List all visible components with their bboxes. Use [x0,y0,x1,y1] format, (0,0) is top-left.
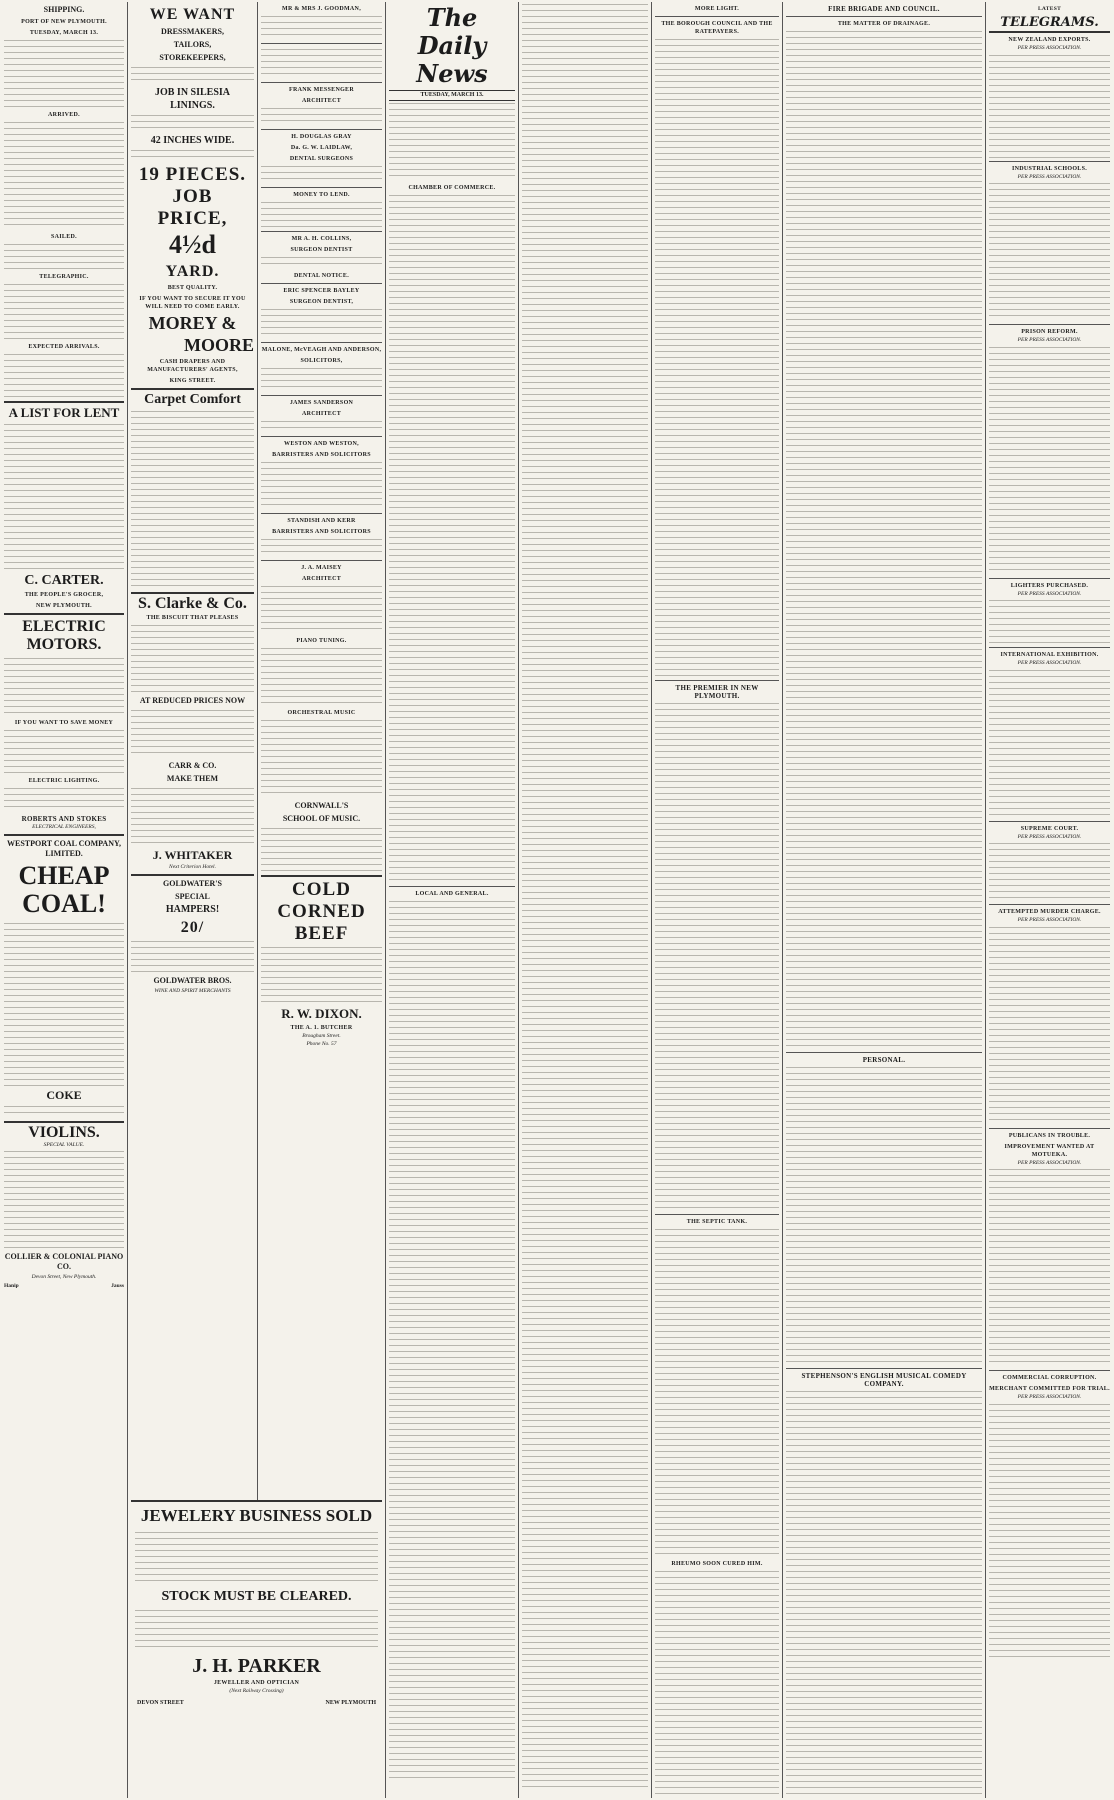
maisey: J. A. MAISEY [301,565,342,571]
westport-heading: WESTPORT COAL COMPANY, LIMITED. [6,838,122,858]
we-want: WE WANT [149,6,236,23]
money-to-lend: MONEY TO LEND. [293,192,350,198]
piano-text [261,646,382,706]
silesia-text [131,113,254,133]
maisey-text [261,584,382,634]
collins-text [261,255,382,269]
dressmakers: DRESSMAKERS, [161,27,224,36]
rheumo: RHEUMO SOON CURED HIM. [671,1561,763,1567]
arrived-text [4,120,124,230]
hampers: HAMPERS! [165,903,220,915]
storekeepers: STOREKEEPERS, [159,53,226,62]
murder-charge: ATTEMPTED MURDER CHARGE. [998,909,1101,915]
press-1: PER PRESS ASSOCIATION. [1017,45,1082,51]
press-6: PER PRESS ASSOCIATION. [1017,833,1082,840]
carpet-text [131,409,254,589]
expected-heading: EXPECTED ARRIVALS. [28,344,100,350]
column-7 [786,2,982,1798]
bayly-sub: SURGEON DENTIST, [289,299,354,305]
parker: J. H. PARKER [192,1655,321,1677]
stock-cleared: STOCK MUST BE CLEARED. [161,1589,352,1604]
whitaker-sub: Next Criterion Hotel. [169,864,216,870]
wine-spirit: WINE AND SPIRIT MERCHANTS [154,987,231,994]
lighters-text [989,598,1110,644]
press-3: PER PRESS ASSOCIATION. [1017,337,1082,343]
port-heading: PORT OF NEW PLYMOUTH. [21,19,107,25]
stock-text [135,1608,378,1652]
sanderson: JAMES SANDERSON [289,400,354,406]
cash-drapers: CASH DRAPERS AND MANUFACTURERS' AGENTS, [147,359,238,373]
messenger-architect: ARCHITECT [301,98,342,104]
piano-tuning: PIANO TUNING. [296,638,347,644]
septic-text [655,1227,779,1557]
cold: COLD [292,879,351,900]
messenger-text [261,106,382,126]
collins: MR A. H. COLLINS, [291,236,352,242]
yard: YARD. [165,263,220,280]
borough-council: THE BOROUGH COUNCIL AND THE RATEPAYERS. [661,21,773,35]
yard-price: 4½d [169,230,216,259]
goodman: MR & MRS J. GOODMAN, [282,6,361,12]
column-1 [4,2,124,1798]
laidlaw: Da. G. W. LAIDLAW, [290,145,353,151]
chamber-heading: CHAMBER OF COMMERCE. [408,184,496,191]
sailed-heading: SAILED. [51,234,77,240]
footer-names [4,1283,124,1290]
jewelery-heading: JEWELERY BUSINESS SOLD [140,1506,373,1525]
morey: MOREY & [148,313,237,333]
column-5 [522,2,648,1798]
parker-sub: JEWELLER AND OPTICIAN [213,1680,300,1686]
save-money-text [4,728,124,774]
pieces: 19 PIECES. [138,164,247,185]
devon-street: DEVON STREET [137,1700,184,1706]
carr-heading: CARR & CO. [168,761,217,770]
special: SPECIAL [175,891,210,901]
coal-text [4,921,124,1086]
moore: MOORE [184,335,254,355]
expected-text [4,352,124,398]
violins-sub: SPECIAL VALUE. [43,1141,85,1148]
publicans: PUBLICANS IN TROUBLE. [1008,1132,1091,1139]
reduced-text [131,708,254,758]
dixon-phone: Phone No. 57 [306,1040,337,1047]
school-of-music: SCHOOL OF MUSIC. [282,814,361,823]
weston-text [261,460,382,510]
bayly-text [261,307,382,339]
stephenson-text [786,1389,982,1798]
press-5: PER PRESS ASSOCIATION. [1017,660,1082,666]
silesia: JOB IN SILESIA [154,87,231,98]
kings-street: KING STREET. [169,378,216,384]
jewelery-text [135,1530,378,1586]
standish-barristers: BARRISTERS AND SOLICITORS [272,529,371,535]
carter-sub: THE PEOPLE'S GROCER, [24,592,104,598]
borough-text [655,37,779,677]
collier-sub: Devon Street, New Plymouth. [31,1274,97,1280]
coke-text [4,1104,124,1118]
arrived-heading: ARRIVED. [48,112,80,118]
latest: LATEST [1037,6,1062,12]
supreme-court: SUPREME COURT. [1020,825,1079,832]
biscuit-heading: THE BISCUIT THAT PLEASES [146,615,239,621]
footer-left: Hanip [4,1282,19,1289]
intl-exhibition: INTERNATIONAL EXHIBITION. [1000,652,1099,658]
dixon: R. W. DIXON. [281,1006,362,1021]
coke-heading: COKE [46,1087,82,1102]
column-rule [127,2,128,1798]
inches-text [131,148,254,162]
parker-sub2: (Next Railway Crossing) [229,1688,284,1694]
bayly: ERIC SPENCER BAYLEY [283,288,360,294]
surgeon-dentist: SURGEON DENTIST [290,247,353,253]
orchestral: ORCHESTRAL MUSIC [287,710,356,716]
dixon-addr: Brougham Street. [302,1033,341,1039]
carter-town: NEW PLYMOUTH. [36,603,92,609]
malone-text [261,366,382,392]
column-rule [651,2,652,1798]
column-rule [518,2,519,1798]
standish-text [261,537,382,557]
beef: BEEF [294,923,349,944]
job: JOB [172,186,213,207]
violins-text [4,1149,124,1249]
hamper-cost: 20/ [180,918,205,936]
violins-heading: VIOLINS. [28,1123,100,1141]
stephenson: STEPHENSON'S ENGLISH MUSICAL COMEDY COMPANY. [801,1372,967,1388]
shipping-heading: SHIPPING. [43,5,85,14]
sanderson-architect: ARCHITECT [301,411,342,417]
press-9: PER PRESS ASSOCIATION. [1017,1394,1082,1400]
personal-text [786,1065,982,1365]
publicans-text [989,1167,1110,1367]
orchestral-text [261,718,382,798]
local-heading: LOCAL AND GENERAL. [415,890,489,897]
dental-text [261,164,382,184]
premier-text [655,701,779,1211]
whitaker-name: J. WHITAKER [152,848,233,862]
dixon-sub: THE A. 1. BUTCHER [290,1025,353,1031]
footer-right: Jauss [111,1282,124,1289]
best-quality: BEST QUALITY. [167,285,218,291]
want-text [131,65,254,85]
linings: LININGS. [170,100,215,111]
sanderson-text [261,419,382,433]
parker-address [137,1700,376,1706]
telegrams: TELEGRAMS. [989,15,1110,33]
murder-text [989,925,1110,1125]
cheap-coal: CHEAP COAL! [18,860,110,918]
drainage-text [786,29,982,1049]
carr-text [131,786,254,846]
editorial-text [389,101,515,181]
lighting-text [4,786,124,812]
press-8: PER PRESS ASSOCIATION. [1017,1159,1082,1166]
tailors: TAILORS, [173,40,212,49]
more-light: MORE LIGHT. [694,6,740,12]
chamber-text [389,193,515,883]
maisey-architect: ARCHITECT [301,576,342,582]
dental-notice: DENTAL NOTICE. [293,273,350,279]
weston: WESTON AND WESTON, [284,441,359,447]
standish: STANDISH AND KERR [287,518,356,524]
secure: IF YOU WANT TO SECURE IT YOU WILL NEED TO COME EARLY. [139,296,246,310]
corned: CORNED [277,901,366,922]
masthead-title: The Daily News [416,3,488,88]
connop-text [261,47,382,79]
carter-name: C. CARTER. [24,573,104,588]
column-6 [655,2,779,1798]
malone: MALONE, McVEAGH AND ANDERSON, [261,347,382,353]
goldwater-bros: GOLDWATER BROS. [153,975,232,985]
masthead-date: TUESDAY, MARCH 13. [389,90,515,101]
premier-heading: THE PREMIER IN NEW PLYMOUTH. [675,684,759,700]
beef-text [261,945,382,1005]
money-text [261,200,382,228]
new-plymouth: NEW PLYMOUTH [325,1700,376,1706]
clarke-heading: S. Clarke & Co. [138,595,247,612]
electric-text [4,656,124,716]
column-rule [985,2,986,1798]
news-text [522,2,648,1792]
shipping-date: TUESDAY, MARCH 13. [29,30,99,36]
intl-text [989,668,1110,818]
electric-motors-heading: ELECTRIC MOTORS. [22,618,106,653]
merchant-trial: MERCHANT COMMITTED FOR TRIAL. [989,1386,1110,1392]
price: PRICE, [157,208,228,229]
sailed-text [4,242,124,270]
column-rule [782,2,783,1798]
weston-barristers: BARRISTERS AND SOLICITORS [272,452,371,458]
collier-heading: COLLIER & COLONIAL PIANO CO. [4,1252,124,1271]
industrial-text [989,181,1110,321]
jewelery-ad [131,1500,382,1798]
telegraphic-heading: TELEGRAPHIC. [39,274,89,280]
lent-text [4,422,124,572]
messenger: FRANK MESSENGER [288,87,354,93]
dental-surgeons: DENTAL SURGEONS [289,156,354,162]
personal: PERSONAL. [862,1056,906,1064]
telegraphic-text [4,282,124,340]
drainage: THE MATTER OF DRAINAGE. [837,21,931,27]
masthead [389,4,515,101]
goodman-text [261,14,382,40]
gray: H. DOUGLAS GRAY [291,134,352,140]
improvement: IMPROVEMENT WANTED AT MOTUEKA. [1004,1143,1095,1158]
carpet-comfort: Carpet Comfort [144,392,241,407]
prison-reform: PRISON REFORM. [1021,329,1078,335]
roberts-stokes: ROBERTS AND STOKES [21,815,107,823]
fire-brigade: FIRE BRIGADE AND COUNCIL. [828,5,940,13]
make-them: MAKE THEM [166,774,219,783]
column-4 [389,2,515,1798]
lighters: LIGHTERS PURCHASED. [1010,582,1089,589]
tide-table [4,38,124,108]
column-8 [989,2,1110,1798]
electric-lighting: ELECTRIC LIGHTING. [28,778,100,784]
inches: 42 INCHES WIDE. [150,135,235,146]
septic-tank: THE SEPTIC TANK. [686,1219,748,1225]
prison-text [989,345,1110,575]
local-text [389,899,515,1779]
goldwaters: GOLDWATER'S [163,878,222,888]
rheumo-text [655,1569,779,1798]
hamper-text [131,939,254,973]
solicitors: SOLICITORS, [300,358,343,364]
supreme-text [989,841,1110,901]
commercial-text [989,1402,1110,1662]
reduced-prices: AT REDUCED PRICES NOW [139,696,246,705]
industrial: INDUSTRIAL SCHOOLS. [1011,165,1088,172]
cornwalls: CORNWALL'S [294,801,349,810]
save-money: IF YOU WANT TO SAVE MONEY [14,720,114,726]
nz-exports: NEW ZEALAND EXPORTS. [1008,37,1091,43]
lent-heading: A LIST FOR LENT [8,405,120,420]
commercial-corruption: COMMERCIAL CORRUPTION. [1002,1375,1097,1381]
roberts-sub: ELECTRICAL ENGINEERS, [32,824,96,830]
exports-text [989,53,1110,158]
biscuit-text [131,623,254,693]
column-rule [385,2,386,1798]
press-7: PER PRESS ASSOCIATION. [1017,917,1082,923]
school-text [261,826,382,872]
press-4: PER PRESS ASSOCIATION. [1017,590,1082,597]
press-2: PER PRESS ASSOCIATION. [1017,173,1082,180]
